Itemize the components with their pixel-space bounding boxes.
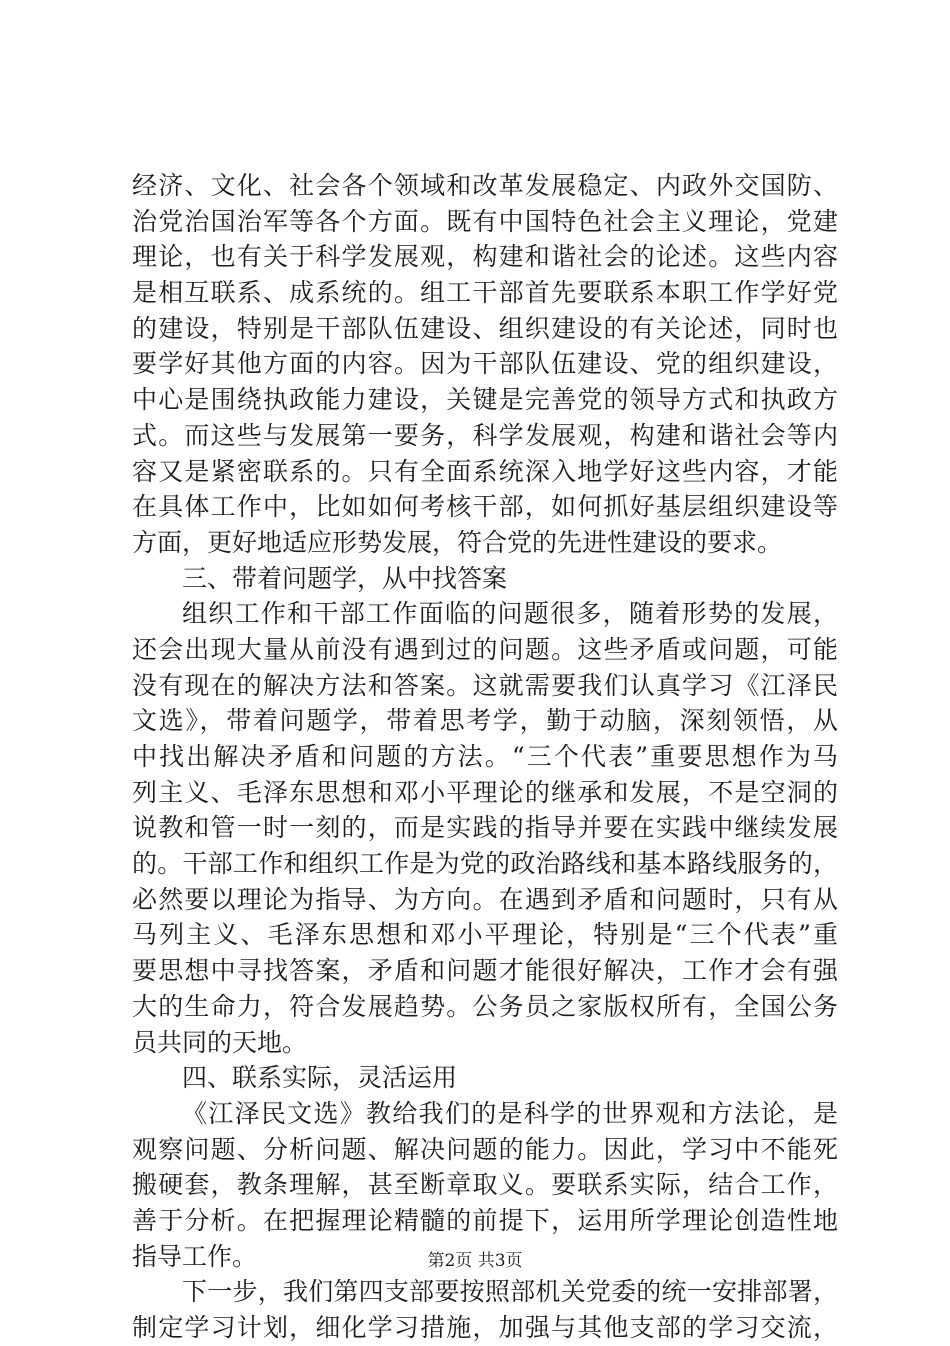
text-line: 中找出解决矛盾和问题的方法。“三个代表”重要思想作为马 <box>132 742 838 771</box>
text-line: 搬硬套，教条理解，甚至断章取义。要联系实际，结合工作， <box>132 1170 838 1200</box>
text-line: 治党治国治军等各个方面。既有中国特色社会主义理论，党建 <box>132 206 838 236</box>
text-line: 容又是紧密联系的。只有全面系统深入地学好这些内容，才能 <box>132 456 838 486</box>
text-line: 《江泽民文选》教给我们的是科学的世界观和方法论，是 <box>182 1098 838 1128</box>
text-line: 列主义、毛泽东思想和邓小平理论的继承和发展，不是空洞的 <box>132 777 838 807</box>
text-line: 是相互联系、成系统的。组工干部首先要联系本职工作学好党 <box>132 278 838 308</box>
text-line: 文选》，带着问题学，带着思考学，勤于动脑，深刻领悟，从 <box>132 706 838 736</box>
text-line: 要学好其他方面的内容。因为干部队伍建设、党的组织建设， <box>132 349 838 379</box>
text-line: 善于分析。在把握理论精髓的前提下，运用所学理论创造性地 <box>132 1205 838 1235</box>
document-body <box>132 168 838 1346</box>
text-line: 制定学习计划，细化学习措施，加强与其他支部的学习交流， <box>132 1313 838 1342</box>
text-line: 组织工作和干部工作面临的问题很多，随着形势的发展， <box>182 599 838 629</box>
text-line: 四、联系实际，灵活运用 <box>182 1063 458 1093</box>
text-line: 观察问题、分析问题、解决问题的能力。因此，学习中不能死 <box>132 1134 838 1164</box>
text-line: 在具体工作中，比如如何考核干部，如何抓好基层组织建设等 <box>132 492 838 522</box>
text-line: 大的生命力，符合发展趋势。公务员之家版权所有，全国公务 <box>132 991 838 1021</box>
text-line: 必然要以理论为指导、为方向。在遇到矛盾和问题时，只有从 <box>132 884 838 914</box>
text-line: 的。干部工作和组织工作是为党的政治路线和基本路线服务的， <box>132 849 838 879</box>
text-line: 经济、文化、社会各个领域和改革发展稳定、内政外交国防、 <box>132 171 838 200</box>
text-line: 中心是围绕执政能力建设，关键是完善党的领导方式和执政方 <box>132 385 838 415</box>
text-line: 员共同的天地。 <box>132 1027 308 1057</box>
text-line: 马列主义、毛泽东思想和邓小平理论，特别是“三个代表”重 <box>132 920 838 950</box>
text-line: 下一步，我们第四支部要按照部机关党委的统一安排部署， <box>182 1277 838 1307</box>
text-line: 没有现在的解决方法和答案。这就需要我们认真学习《江泽民 <box>132 670 838 700</box>
text-line: 指导工作。 <box>132 1241 258 1271</box>
text-line: 三、带着问题学，从中找答案 <box>182 563 508 593</box>
text-line: 说教和管一时一刻的，而是实践的指导并要在实践中继续发展 <box>132 813 838 843</box>
page-number-footer: 第2页 共3页 <box>427 1251 523 1271</box>
text-line: 的建设，特别是干部队伍建设、组织建设的有关论述，同时也 <box>132 313 838 343</box>
text-line: 要思想中寻找答案，矛盾和问题才能很好解决，工作才会有强 <box>132 956 838 986</box>
text-line: 式。而这些与发展第一要务，科学发展观，构建和谐社会等内 <box>132 420 838 450</box>
text-line: 方面，更好地适应形势发展，符合党的先进性建设的要求。 <box>132 527 783 557</box>
text-line: 理论，也有关于科学发展观，构建和谐社会的论述。这些内容 <box>132 242 838 272</box>
text-line: 还会出现大量从前没有遇到过的问题。这些矛盾或问题，可能 <box>132 634 838 664</box>
